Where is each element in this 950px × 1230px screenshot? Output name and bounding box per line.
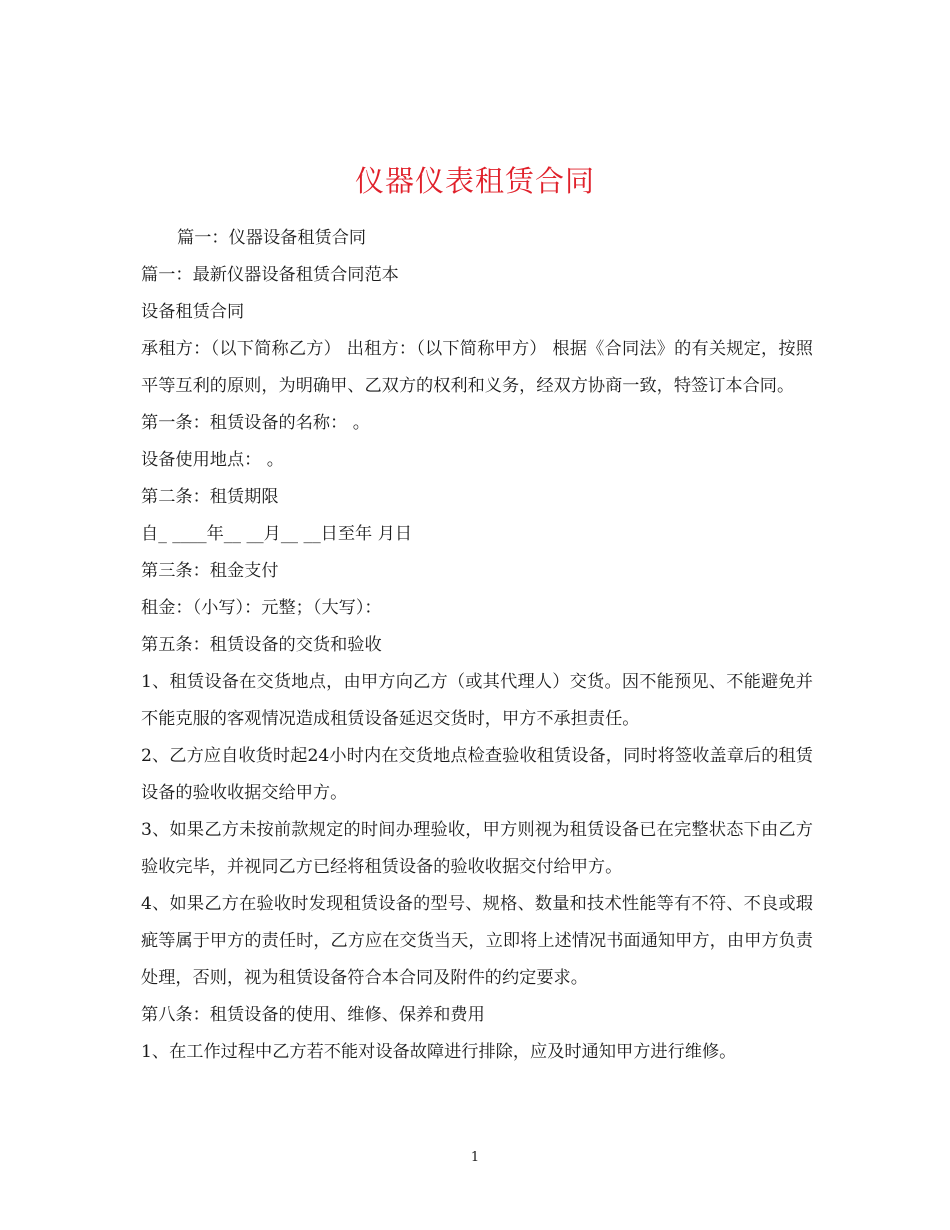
page-number: 1 [470, 1150, 480, 1165]
rent-line: 租金：（小写）：元整；（大写）： [141, 598, 382, 618]
article-3-heading: 第三条：租金支付 [141, 561, 279, 581]
document-body [141, 220, 813, 1071]
clause-8-1: 1、在工作过程中乙方若不能对设备故障进行排除，应及时通知甲方进行维修。 [141, 1042, 737, 1062]
article-2-heading: 第二条：租赁期限 [141, 487, 279, 507]
article-8-heading: 第八条：租赁设备的使用、维修、保养和费用 [141, 1005, 485, 1025]
contract-heading: 设备租赁合同 [141, 302, 245, 322]
equipment-location: 设备使用地点： 。 [141, 450, 284, 470]
section-heading: 篇一：仪器设备租赁合同 [177, 228, 367, 248]
section-subheading: 篇一：最新仪器设备租赁合同范本 [141, 265, 399, 285]
clause-5-1: 1、租赁设备在交货地点，由甲方向乙方（或其代理人）交货。因不能预见、不能避免并不能克服的客观情况造成租赁设备延迟交货时，甲方不承担责任。 [141, 672, 813, 729]
article-5-heading: 第五条：租赁设备的交货和验收 [141, 635, 382, 655]
document-title: 仪器仪表租赁合同 [354, 164, 595, 199]
article-1-equipment-name: 第一条：租赁设备的名称： 。 [141, 413, 370, 433]
parties-paragraph: 承租方：（以下简称乙方） 出租方：（以下简称甲方） 根据《合同法》的有关规定，按照平等互利的原则，为明确甲、乙双方的权利和义务，经双方协商一致，特签订本合同。 [141, 339, 813, 396]
clause-5-2: 2、乙方应自收货时起24小时内在交货地点检查验收租赁设备，同时将签收盖章后的租赁设备的验收收据交给甲方。 [141, 746, 813, 803]
clause-5-3: 3、如果乙方未按前款规定的时间办理验收，甲方则视为租赁设备已在完整状态下由乙方验收完毕，并视同乙方已经将租赁设备的验收收据交付给甲方。 [141, 820, 813, 877]
clause-5-4: 4、如果乙方在验收时发现租赁设备的型号、规格、数量和技术性能等有不符、不良或瑕疵等属于甲方的责任时，乙方应在交货当天，立即将上述情况书面通知甲方，由甲方负责处理，否则，视为租赁设备符合本合同及附件的约定要求。 [141, 894, 813, 988]
lease-period-line: 自_ ____年__ __月__ __日至年 月日 [141, 524, 413, 544]
